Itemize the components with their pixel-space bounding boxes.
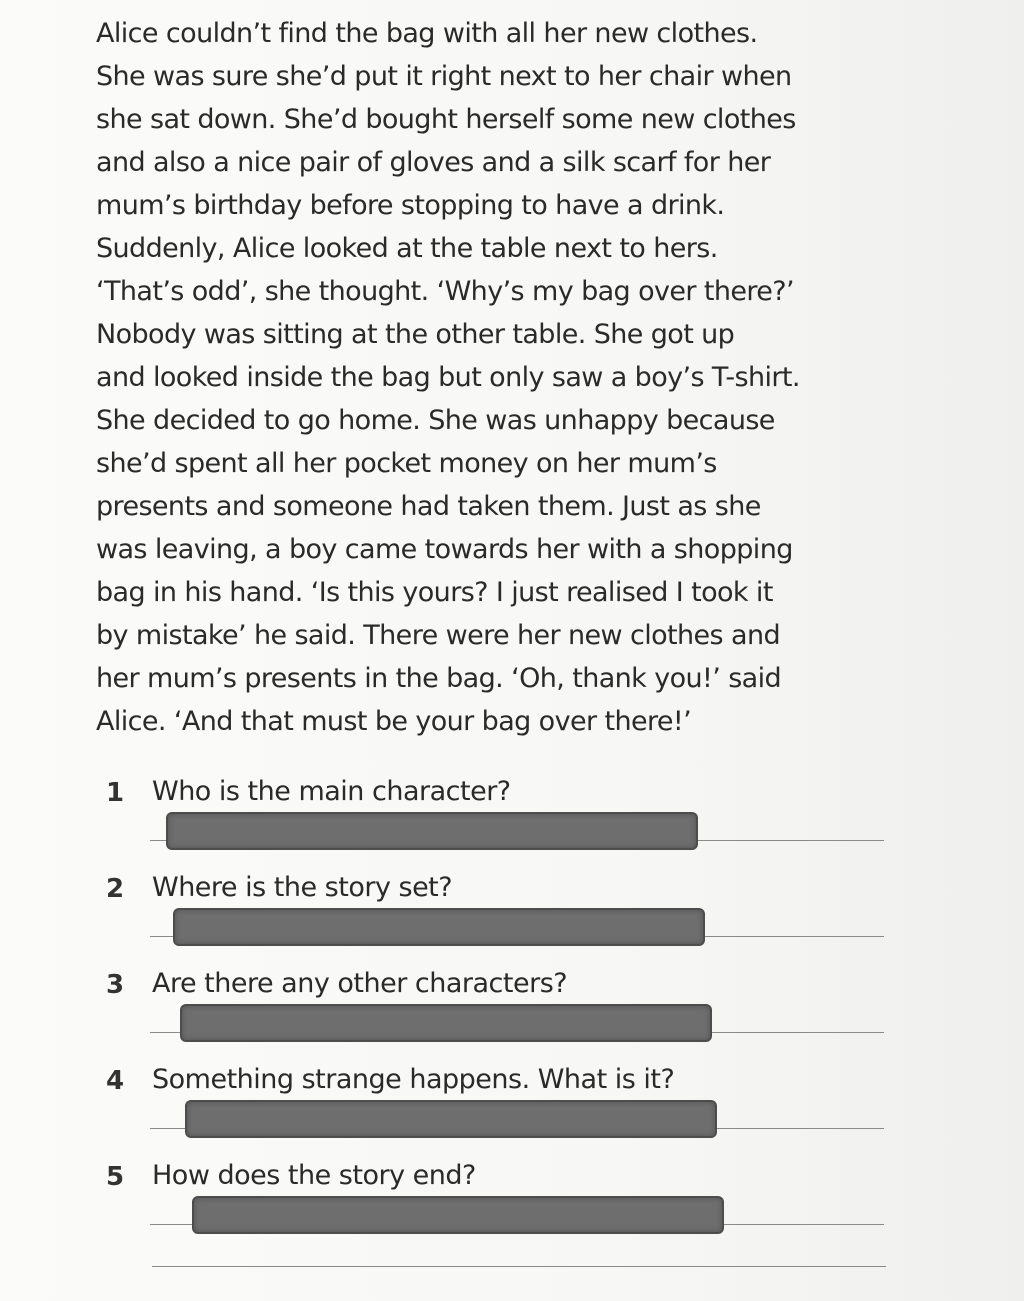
question-text: Are there any other characters? — [152, 968, 568, 999]
passage-line: mum’s birthday before stopping to have a drink. — [96, 190, 725, 221]
question-text: Who is the main character? — [152, 776, 511, 807]
question-item — [100, 868, 900, 948]
answer-line-extra[interactable] — [152, 1266, 886, 1267]
question-number: 3 — [106, 970, 125, 1000]
passage-line: by mistake’ he said. There were her new clothes and — [96, 620, 781, 651]
passage-line: she’d spent all her pocket money on her mum’s — [96, 448, 717, 479]
question-text: Where is the story set? — [152, 872, 453, 903]
passage-line: bag in his hand. ‘Is this yours? I just realised I took it — [96, 577, 773, 608]
redacted-answer — [173, 908, 705, 946]
question-item — [100, 772, 900, 852]
question-item — [100, 1060, 900, 1140]
redacted-answer — [185, 1100, 717, 1138]
passage-line: She was sure she’d put it right next to her chair when — [96, 61, 792, 92]
story-passage — [96, 12, 896, 743]
passage-line: was leaving, a boy came towards her with a shopping — [96, 534, 793, 565]
question-number: 2 — [106, 874, 125, 904]
redacted-answer — [166, 812, 698, 850]
question-number: 5 — [106, 1162, 125, 1192]
passage-line: Nobody was sitting at the other table. She got up — [96, 319, 735, 350]
redacted-answer — [192, 1196, 724, 1234]
passage-line: She decided to go home. She was unhappy because — [96, 405, 775, 436]
redacted-answer — [180, 1004, 712, 1042]
passage-line: and also a nice pair of gloves and a silk scarf for her — [96, 147, 771, 178]
passage-line: Alice couldn’t find the bag with all her new clothes. — [96, 18, 758, 49]
passage-line: Alice. ‘And that must be your bag over there!’ — [96, 706, 692, 737]
passage-line: Suddenly, Alice looked at the table next to hers. — [96, 233, 718, 264]
question-text: Something strange happens. What is it? — [152, 1064, 675, 1095]
passage-line: and looked inside the bag but only saw a boy’s T-shirt. — [96, 362, 800, 393]
question-item — [100, 964, 900, 1044]
passage-line: her mum’s presents in the bag. ‘Oh, thank you!’ said — [96, 663, 782, 694]
question-number: 1 — [106, 778, 125, 808]
question-number: 4 — [106, 1066, 125, 1096]
question-text: How does the story end? — [152, 1160, 476, 1191]
passage-line: ‘That’s odd’, she thought. ‘Why’s my bag over there?’ — [96, 276, 795, 307]
question-item — [100, 1156, 900, 1236]
passage-line: presents and someone had taken them. Just as she — [96, 491, 761, 522]
passage-line: she sat down. She’d bought herself some new clothes — [96, 104, 796, 135]
